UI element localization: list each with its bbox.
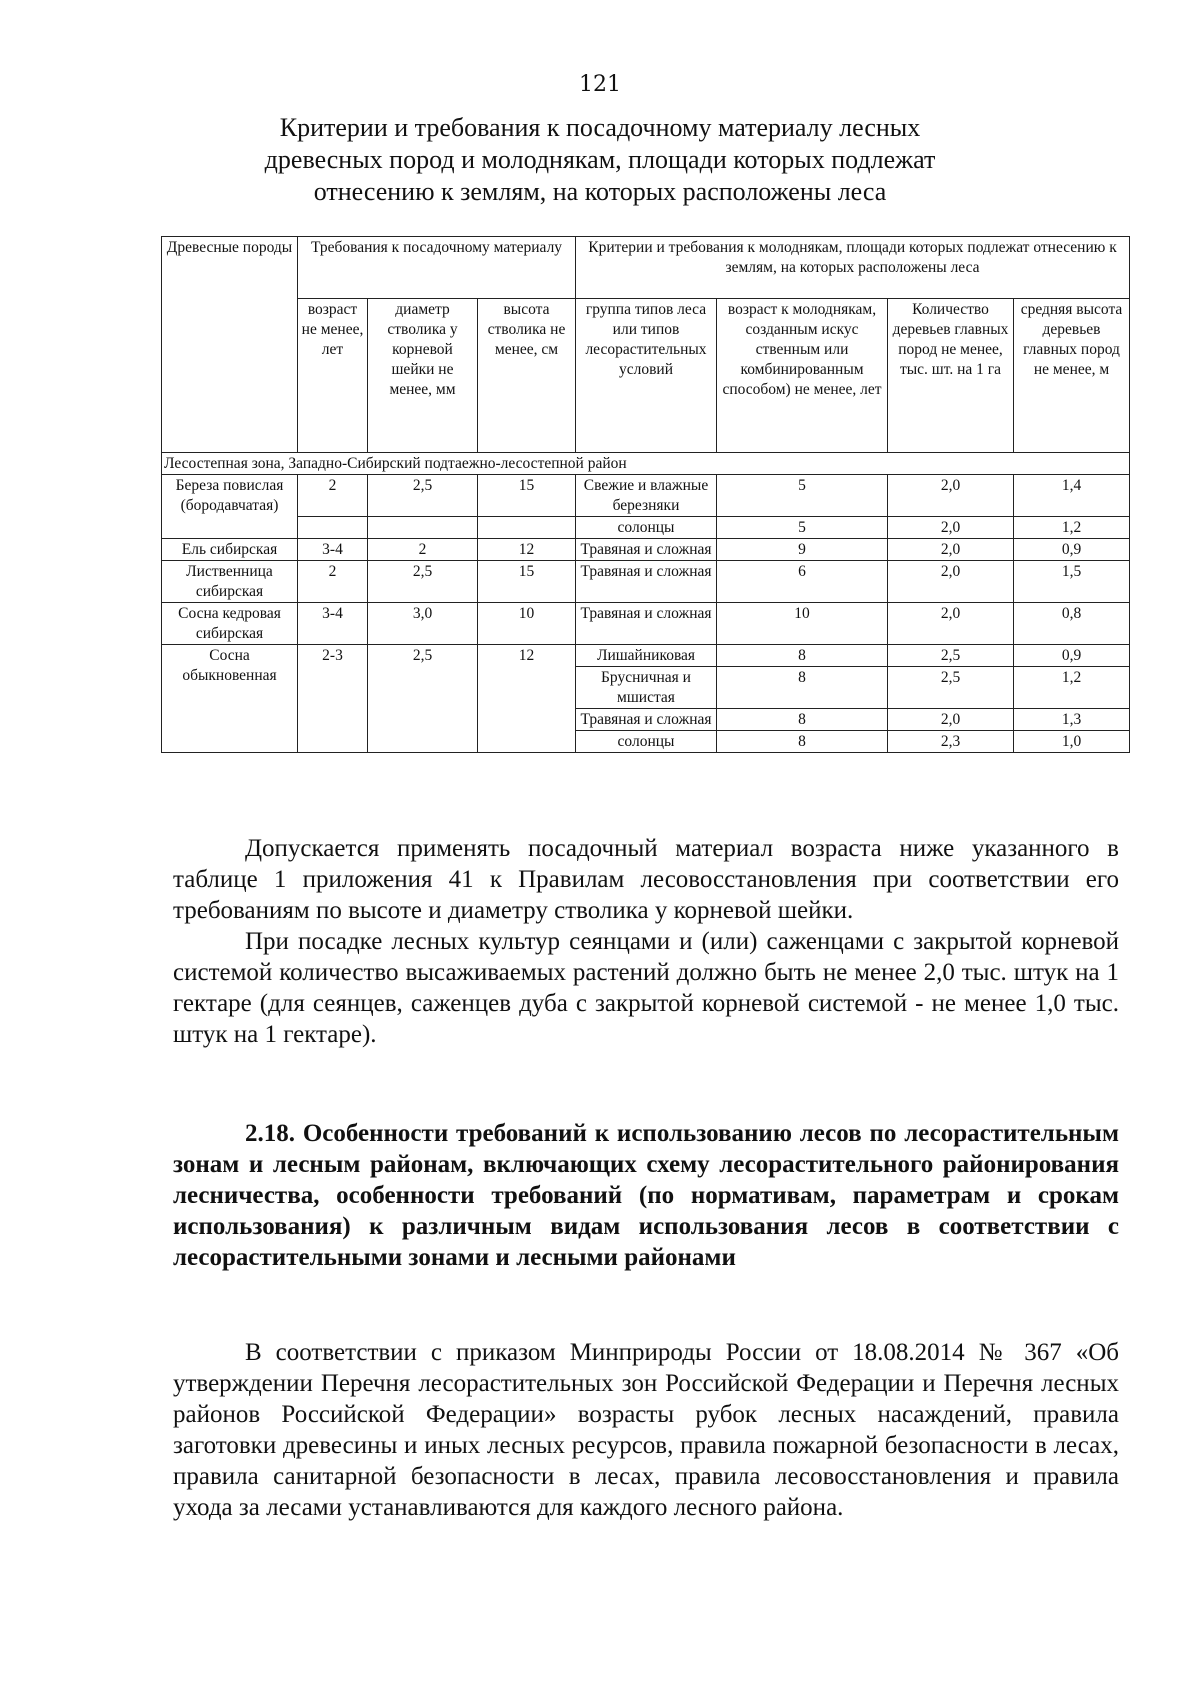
subheader-cell: возраст к молоднякам, созданным искус ственным или комбинированным способом) не менее, лет [717, 299, 888, 453]
cell-height: 12 [478, 645, 576, 753]
body-paragraphs [173, 1337, 1119, 1523]
table-row [162, 517, 1130, 539]
cell-age [298, 517, 368, 539]
cell-young-age: 8 [717, 645, 888, 667]
subheader-cell: высота стволика не менее, см [478, 299, 576, 453]
cell-diameter: 3,0 [368, 603, 478, 645]
cell-mean-height: 1,0 [1014, 731, 1130, 753]
cell-forest-type: солонцы [576, 731, 717, 753]
cell-age: 2 [298, 475, 368, 517]
paragraph: В соответствии с приказом Минприроды России от 18.08.2014 № 367 «Об утверждении Перечня лесорастительных зон Российской Федерации и Перечня лесных районов Российской Федерации» возрасты рубок лесных насаждений, правила заготовки древесины и иных лесных ресурсов, правила пожарной безопасности в лесах, правила санитарной безопасности в лесах, правила лесовосстановления и правила ухода за лесами устанавливаются для каждого лесного района. [173, 1339, 1119, 1521]
table-row [162, 475, 1130, 517]
table-row [162, 645, 1130, 667]
page-number: 121 [579, 72, 621, 97]
table-header-row [162, 237, 1130, 299]
cell-tree-count: 2,0 [888, 603, 1014, 645]
cell-young-age: 8 [717, 667, 888, 709]
cell-young-age: 5 [717, 475, 888, 517]
subheader-cell: группа типов леса или типов лесорастительных условий [576, 299, 717, 453]
cell-age: 3-4 [298, 603, 368, 645]
cell-tree-count: 2,0 [888, 475, 1014, 517]
cell-young-age: 5 [717, 517, 888, 539]
cell-mean-height: 1,2 [1014, 667, 1130, 709]
body-paragraphs [173, 833, 1119, 1050]
cell-young-age: 9 [717, 539, 888, 561]
cell-forest-type: Свежие и влажные березняки [576, 475, 717, 517]
cell-mean-height: 1,5 [1014, 561, 1130, 603]
cell-mean-height: 0,9 [1014, 539, 1130, 561]
header-material: Требования к посадочному материалу [298, 237, 576, 299]
title-line: отнесению к землям, на которых расположены леса [313, 177, 887, 206]
cell-age: 2 [298, 561, 368, 603]
header-criteria: Критерии и требования к молоднякам, площади которых подлежат отнесению к землям, на которых расположены леса [576, 237, 1130, 299]
cell-height: 12 [478, 539, 576, 561]
cell-tree-count: 2,0 [888, 709, 1014, 731]
title-line: древесных пород и молоднякам, площади которых подлежат [264, 145, 936, 174]
cell-tree-count: 2,3 [888, 731, 1014, 753]
header-species: Древесные породы [162, 237, 298, 453]
cell-diameter: 2,5 [368, 645, 478, 753]
table-title [160, 112, 1040, 208]
table-row [162, 539, 1130, 561]
table-row [162, 561, 1130, 603]
title-line: Критерии и требования к посадочному материалу лесных [279, 113, 921, 142]
paragraph: При посадке лесных культур сеянцами и (или) саженцами с закрытой корневой системой количество высаживаемых растений должно быть не менее 2,0 тыс. штук на 1 гектаре (для сеянцев, саженцев дуба с закрытой корневой системой - не менее 1,0 тыс. штук на 1 гектаре). [173, 928, 1119, 1048]
cell-diameter [368, 517, 478, 539]
cell-forest-type: Травяная и сложная [576, 603, 717, 645]
criteria-table [161, 236, 1130, 753]
zone-row [162, 453, 1130, 475]
subheader-cell: диаметр стволика у корневой шейки не менее, мм [368, 299, 478, 453]
subheader-cell: средняя высота деревьев главных пород не менее, м [1014, 299, 1130, 453]
subheader-cell: возраст не менее, лет [298, 299, 368, 453]
cell-diameter: 2,5 [368, 475, 478, 517]
section-heading: 2.18. Особенности требований к использованию лесов по лесорастительным зонам и лесным районам, включающих схему лесорастительного районирования лесничества, особенности требований (по нормативам, параметрам и срокам использования) к различным видам использования лесов в соответствии с лесорастительными зонами и лесными районами [173, 1120, 1119, 1271]
cell-forest-type: Брусничная и мшистая [576, 667, 717, 709]
paragraph: Допускается применять посадочный материал возраста ниже указанного в таблице 1 приложения 41 к Правилам лесовосстановления при соответствии его требованиям по высоте и диаметру стволика у корневой шейки. [173, 835, 1119, 924]
cell-tree-count: 2,5 [888, 645, 1014, 667]
cell-species: Лиственница сибирская [162, 561, 298, 603]
cell-age: 3-4 [298, 539, 368, 561]
table-row [162, 603, 1130, 645]
cell-mean-height: 1,2 [1014, 517, 1130, 539]
cell-tree-count: 2,0 [888, 561, 1014, 603]
cell-forest-type: солонцы [576, 517, 717, 539]
cell-diameter: 2 [368, 539, 478, 561]
cell-height: 10 [478, 603, 576, 645]
cell-forest-type: Лишайниковая [576, 645, 717, 667]
cell-young-age: 6 [717, 561, 888, 603]
cell-young-age: 8 [717, 731, 888, 753]
cell-young-age: 10 [717, 603, 888, 645]
cell-young-age: 8 [717, 709, 888, 731]
cell-mean-height: 0,9 [1014, 645, 1130, 667]
cell-species: Сосна кедровая сибирская [162, 603, 298, 645]
cell-forest-type: Травяная и сложная [576, 539, 717, 561]
cell-mean-height: 1,3 [1014, 709, 1130, 731]
cell-species: Сосна обыкновенная [162, 645, 298, 753]
cell-species: Ель сибирская [162, 539, 298, 561]
cell-forest-type: Травяная и сложная [576, 709, 717, 731]
zone-label: Лесостепная зона, Западно-Сибирский подтаежно-лесостепной район [162, 453, 1130, 475]
cell-mean-height: 0,8 [1014, 603, 1130, 645]
cell-species: Береза повислая (бородавчатая) [162, 475, 298, 539]
cell-diameter: 2,5 [368, 561, 478, 603]
table-subheader-row [162, 299, 1130, 453]
cell-height: 15 [478, 475, 576, 517]
cell-height [478, 517, 576, 539]
cell-tree-count: 2,0 [888, 539, 1014, 561]
subheader-cell: Количество деревьев главных пород не менее, тыс. шт. на 1 га [888, 299, 1014, 453]
cell-mean-height: 1,4 [1014, 475, 1130, 517]
cell-height: 15 [478, 561, 576, 603]
cell-tree-count: 2,0 [888, 517, 1014, 539]
cell-age: 2-3 [298, 645, 368, 753]
cell-tree-count: 2,5 [888, 667, 1014, 709]
cell-forest-type: Травяная и сложная [576, 561, 717, 603]
